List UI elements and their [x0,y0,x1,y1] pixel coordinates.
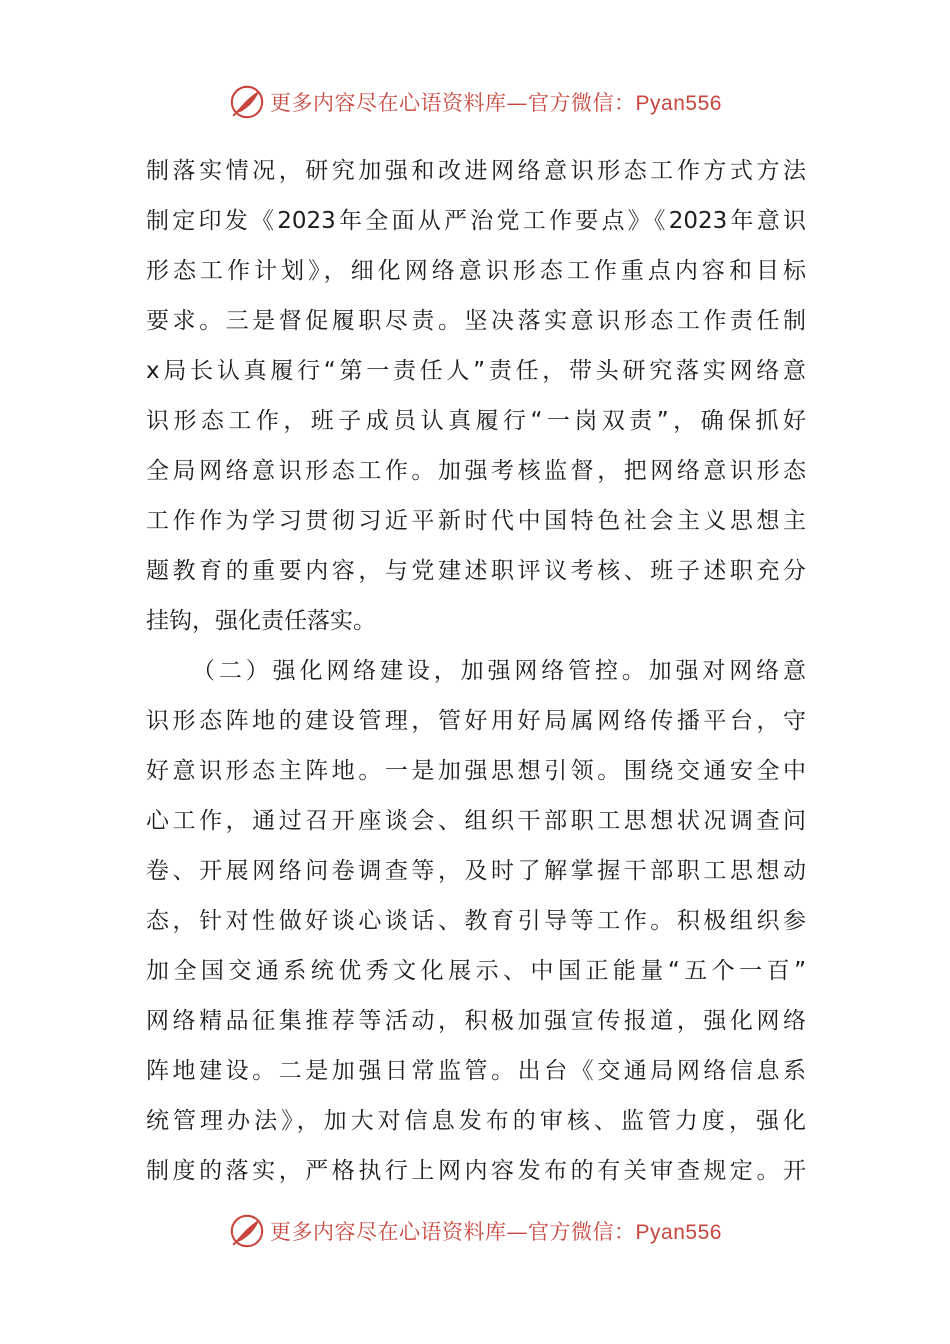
text-line: x局长认真履行“第一责任人”责任，带头研究落实网络意 [146,358,806,384]
text-line: 卷、开展网络问卷调查等，及时了解掌握干部职工思想动 [146,858,806,884]
text-line: 心工作，通过召开座谈会、组织干部职工思想状况调查问 [146,808,806,834]
text-line: 统管理办法》，加大对信息发布的审核、监管力度，强化 [146,1108,806,1134]
text-line: 要求。三是督促履职尽责。坚决落实意识形态工作责任制 [146,308,806,334]
watermark-banner-top [0,82,950,122]
section-heading-line: （二）强化网络建设，加强网络管控。加强对网络意 [192,658,806,684]
text-line: 好意识形态主阵地。一是加强思想引领。围绕交通安全中 [146,758,806,784]
watermark-text: 更多内容尽在心语资料库—官方微信：Pyan556 [270,1220,722,1244]
text-line: 形态工作计划》，细化网络意识形态工作重点内容和目标 [146,258,806,284]
watermark-banner-bottom [0,1211,950,1251]
document-body [146,146,806,1196]
text-line: 识形态阵地的建设管理，管好用好局属网络传播平台，守 [146,708,806,734]
text-line: 态，针对性做好谈心谈话、教育引导等工作。积极组织参 [146,908,806,934]
text-line: 制落实情况，研究加强和改进网络意识形态工作方式方法 [146,158,806,184]
text-line: 全局网络意识形态工作。加强考核监督，把网络意识形态 [146,458,806,484]
text-line: 工作作为学习贯彻习近平新时代中国特色社会主义思想主 [146,508,806,534]
watermark-text: 更多内容尽在心语资料库—官方微信：Pyan556 [270,91,722,115]
text-line: 识形态工作，班子成员认真履行“一岗双责”，确保抓好 [146,408,806,434]
text-line: 制定印发《2023年全面从严治党工作要点》《2023年意识 [146,208,806,234]
text-line: 制度的落实，严格执行上网内容发布的有关审查规定。开 [146,1158,806,1184]
quill-logo-icon [228,83,266,121]
text-line: 题教育的重要内容，与党建述职评议考核、班子述职充分 [146,558,806,584]
quill-logo-icon [228,1212,266,1250]
text-line: 挂钩，强化责任落实。 [146,608,376,634]
text-line: 网络精品征集推荐等活动，积极加强宣传报道，强化网络 [146,1008,806,1034]
text-line: 阵地建设。二是加强日常监管。出台《交通局网络信息系 [146,1058,806,1084]
text-line: 加全国交通系统优秀文化展示、中国正能量“五个一百” [146,958,806,984]
